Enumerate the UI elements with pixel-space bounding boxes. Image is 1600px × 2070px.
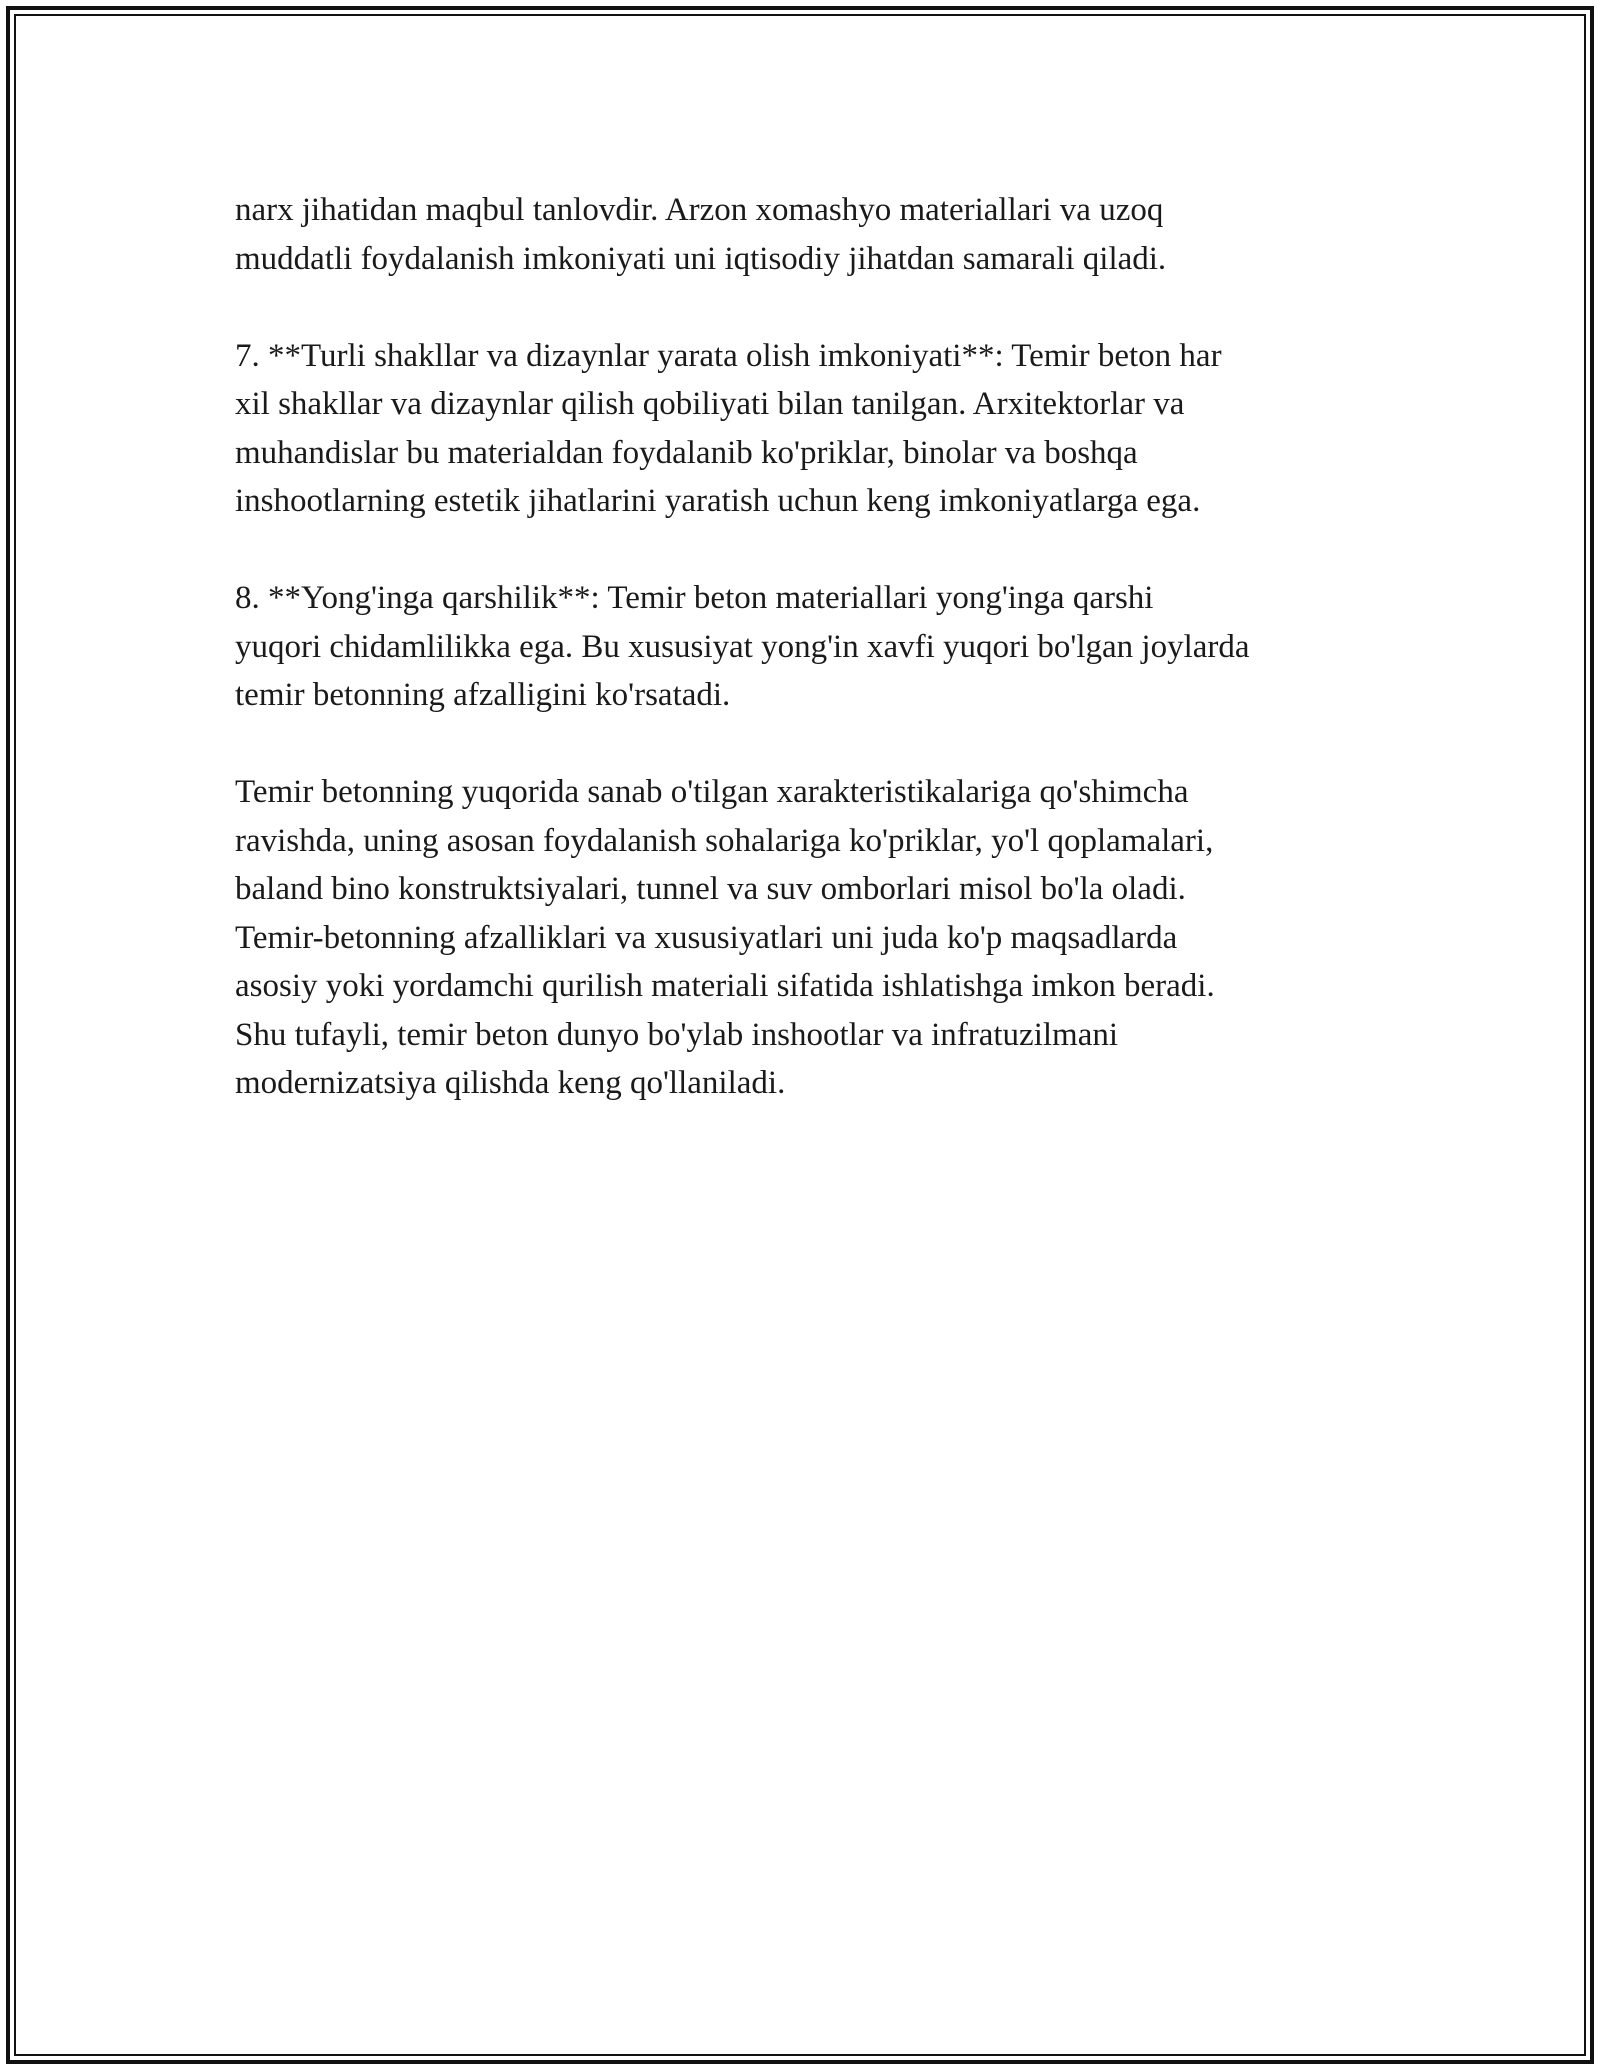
text-line: 8. **Yong'inga qarshilik**: Temir beton materiallari yong'inga qarshi: [235, 580, 1154, 616]
text-line: temir betonning afzalligini ko'rsatadi.: [235, 677, 731, 713]
text-line: Temir-betonning afzalliklari va xususiyatlari uni juda ko'p maqsadlarda: [235, 919, 1178, 956]
text-line: modernizatsiya qilishda keng qo'llaniladi.: [235, 1065, 786, 1101]
text-line: narx jihatidan maqbul tanlovdir. Arzon xomashyo materiallari va uzoq: [235, 192, 1164, 228]
text-line: asosiy yoki yordamchi qurilish materiali sifatida ishlatishga imkon beradi.: [235, 968, 1215, 1004]
paragraph-spacer: [235, 526, 1375, 575]
text-line: inshootlarning estetik jihatlarini yaratish uchun keng imkoniyatlarga ega.: [235, 483, 1201, 519]
paragraph-summary: [235, 768, 1375, 1108]
paragraph-spacer: [235, 720, 1375, 769]
paragraph-item-8: [235, 574, 1375, 720]
paragraph-spacer: [235, 283, 1375, 332]
text-line: ravishda, uning asosan foydalanish sohalariga ko'priklar, yo'l qoplamalari,: [235, 822, 1214, 859]
text-line: Shu tufayli, temir beton dunyo bo'ylab inshootlar va infratuzilmani: [235, 1016, 1119, 1053]
text-line: yuqori chidamlilikka ega. Bu xususiyat yong'in xavfi yuqori bo'lgan joylarda: [235, 628, 1250, 665]
paragraph-cost: [235, 186, 1375, 283]
text-line: muhandislar bu materialdan foydalanib ko'priklar, binolar va boshqa: [235, 434, 1138, 471]
text-line: 7. **Turli shakllar va dizaynlar yarata olish imkoniyati**: Temir beton har: [235, 337, 1222, 374]
text-line: baland bino konstruktsiyalari, tunnel va suv omborlari misol bo'la oladi.: [235, 871, 1186, 907]
paragraph-item-7: [235, 332, 1375, 526]
document-body: [235, 186, 1375, 1108]
text-line: xil shakllar va dizaynlar qilish qobiliyati bilan tanilgan. Arxitektorlar va: [235, 386, 1185, 422]
text-line: Temir betonning yuqorida sanab o'tilgan xarakteristikalariga qo'shimcha: [235, 774, 1189, 810]
text-line: muddatli foydalanish imkoniyati uni iqtisodiy jihatdan samarali qiladi.: [235, 240, 1167, 277]
